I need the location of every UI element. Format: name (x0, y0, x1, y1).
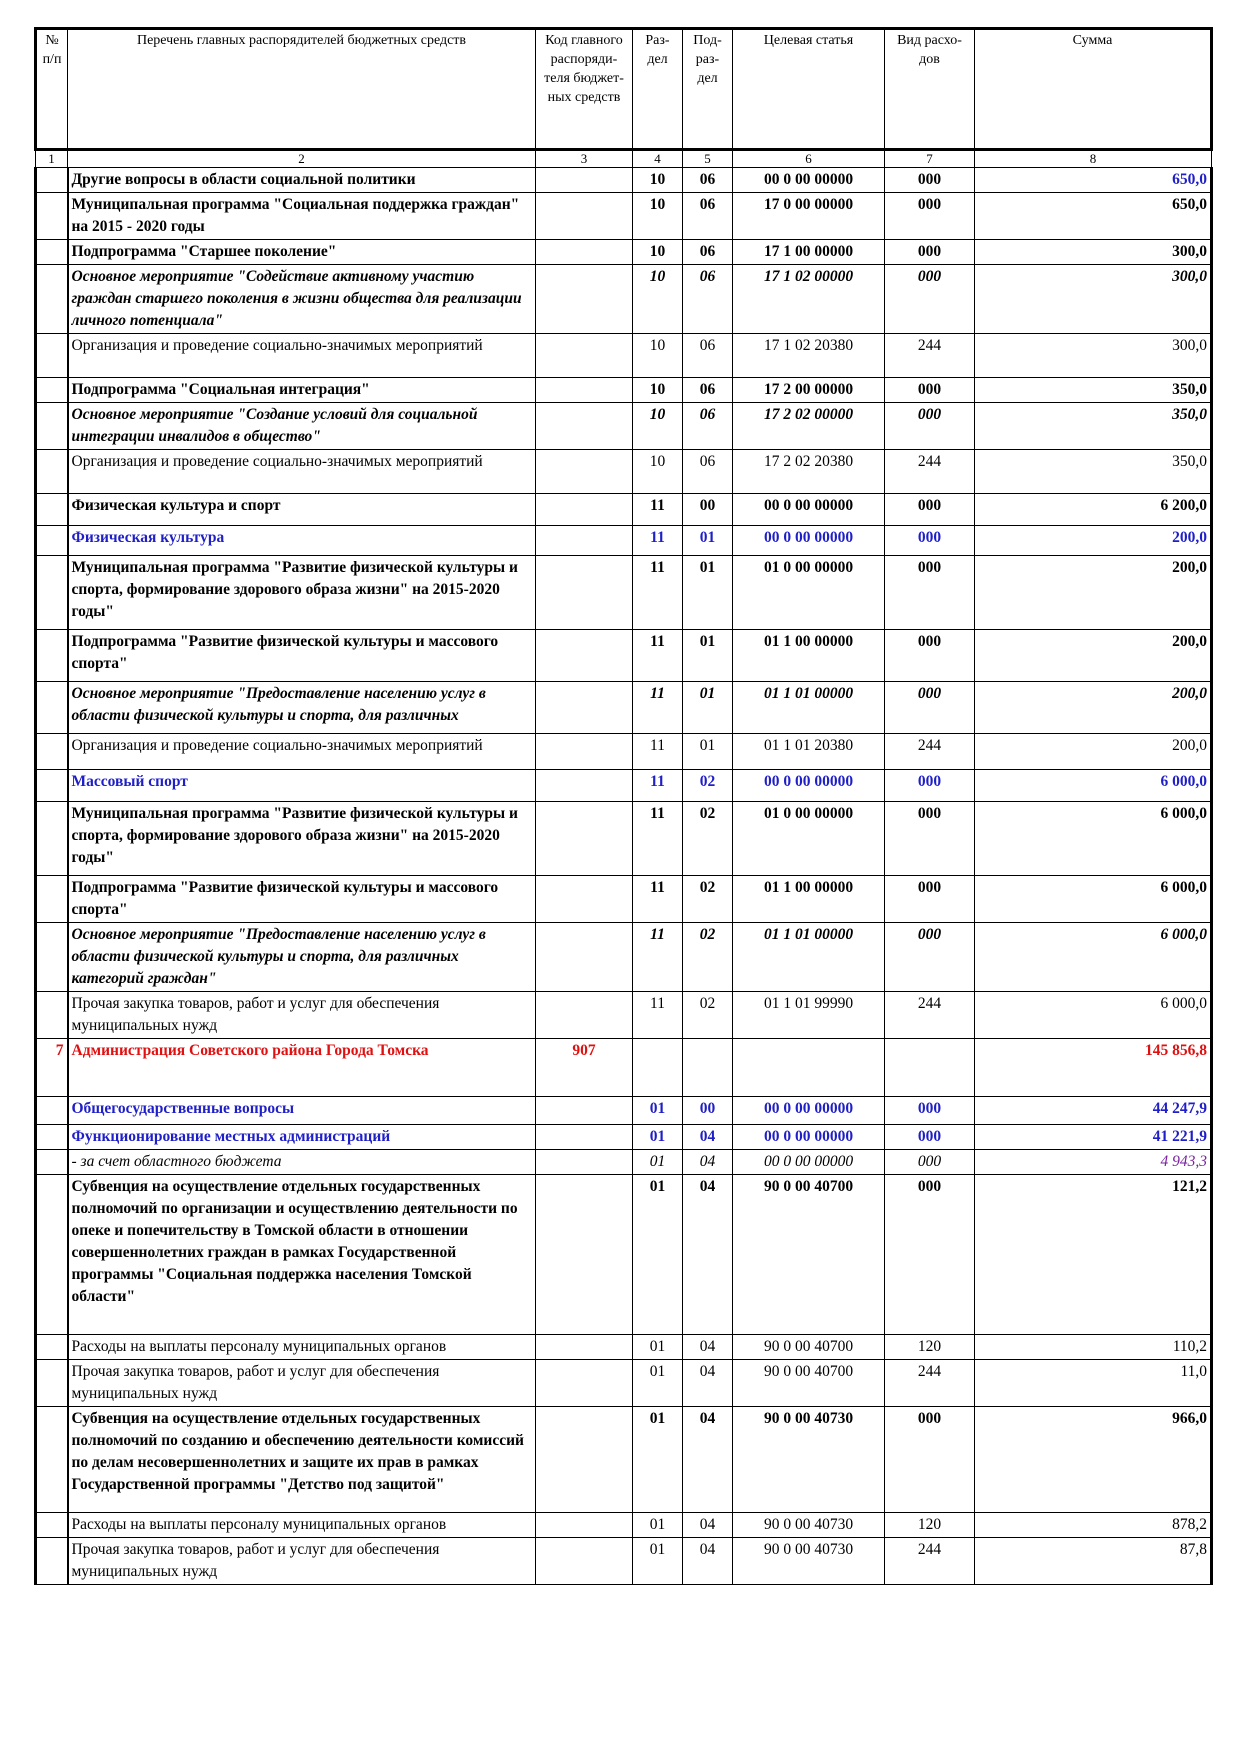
row-sum: 878,2 (975, 1513, 1212, 1538)
row-name: - за счет областного бюджета (68, 1150, 536, 1175)
row-exp-type: 000 (885, 526, 975, 556)
row-sum: 350,0 (975, 403, 1212, 450)
row-section: 01 (633, 1538, 683, 1585)
row-number (36, 526, 68, 556)
row-section: 10 (633, 193, 683, 240)
table-row (36, 1538, 1212, 1585)
row-name: Подпрограмма "Старшее поколение" (68, 240, 536, 265)
row-section: 01 (633, 1335, 683, 1360)
row-name: Функционирование местных администраций (68, 1125, 536, 1150)
row-number (36, 630, 68, 682)
row-sum: 6 000,0 (975, 770, 1212, 802)
row-subsection: 01 (683, 630, 733, 682)
row-article: 00 0 00 00000 (733, 168, 885, 193)
row-code (536, 630, 633, 682)
row-article: 90 0 00 40730 (733, 1538, 885, 1585)
row-name: Другие вопросы в области социальной политики (68, 168, 536, 193)
row-code (536, 1513, 633, 1538)
table-row (36, 770, 1212, 802)
row-section: 10 (633, 168, 683, 193)
row-exp-type: 244 (885, 1360, 975, 1407)
row-sum: 11,0 (975, 1360, 1212, 1407)
row-article: 17 2 00 00000 (733, 378, 885, 403)
col-index: 1 (36, 150, 68, 168)
table-row (36, 1039, 1212, 1097)
row-article: 17 2 02 00000 (733, 403, 885, 450)
row-article: 17 2 02 20380 (733, 450, 885, 494)
row-subsection: 04 (683, 1360, 733, 1407)
row-subsection: 06 (683, 378, 733, 403)
row-sum: 200,0 (975, 526, 1212, 556)
row-section: 01 (633, 1407, 683, 1513)
table-row (36, 378, 1212, 403)
row-code (536, 682, 633, 734)
row-subsection: 04 (683, 1335, 733, 1360)
row-article: 90 0 00 40700 (733, 1360, 885, 1407)
row-name: Прочая закупка товаров, работ и услуг для обеспечения муниципальных нужд (68, 1360, 536, 1407)
row-code (536, 1125, 633, 1150)
row-sum: 6 000,0 (975, 992, 1212, 1039)
row-article: 01 1 01 20380 (733, 734, 885, 770)
row-section: 01 (633, 1125, 683, 1150)
row-name: Прочая закупка товаров, работ и услуг для обеспечения муниципальных нужд (68, 992, 536, 1039)
row-subsection (683, 1039, 733, 1097)
row-code (536, 992, 633, 1039)
row-name: Муниципальная программа "Развитие физической культуры и спорта, формирование здорового образа жизни" на 2015-2020 годы" (68, 556, 536, 630)
row-number (36, 1097, 68, 1125)
row-subsection: 00 (683, 1097, 733, 1125)
table-row (36, 556, 1212, 630)
row-number (36, 1513, 68, 1538)
row-code (536, 450, 633, 494)
row-subsection: 02 (683, 876, 733, 923)
row-number (36, 556, 68, 630)
table-row (36, 876, 1212, 923)
row-number (36, 923, 68, 992)
table-row (36, 1513, 1212, 1538)
row-subsection: 04 (683, 1125, 733, 1150)
row-sum: 966,0 (975, 1407, 1212, 1513)
table-row (36, 526, 1212, 556)
table-row (36, 923, 1212, 992)
row-article: 00 0 00 00000 (733, 526, 885, 556)
row-code (536, 403, 633, 450)
row-sum: 4 943,3 (975, 1150, 1212, 1175)
row-name: Основное мероприятие "Содействие активному участию граждан старшего поколения в жизни общества для реализации личного потенциала" (68, 265, 536, 334)
row-article: 90 0 00 40700 (733, 1335, 885, 1360)
row-section: 11 (633, 734, 683, 770)
row-code (536, 1360, 633, 1407)
header-subsection: Под-раз-дел (683, 29, 733, 150)
row-article: 01 1 01 00000 (733, 682, 885, 734)
row-article: 17 0 00 00000 (733, 193, 885, 240)
row-code (536, 265, 633, 334)
col-index: 7 (885, 150, 975, 168)
row-article: 17 1 00 00000 (733, 240, 885, 265)
row-exp-type (885, 1039, 975, 1097)
row-name: Физическая культура и спорт (68, 494, 536, 526)
row-exp-type: 000 (885, 494, 975, 526)
row-number (36, 682, 68, 734)
col-index: 4 (633, 150, 683, 168)
row-subsection: 02 (683, 923, 733, 992)
row-article: 17 1 02 20380 (733, 334, 885, 378)
row-subsection: 06 (683, 334, 733, 378)
row-name: Подпрограмма "Развитие физической культуры и массового спорта" (68, 630, 536, 682)
row-code (536, 1097, 633, 1125)
col-index: 8 (975, 150, 1212, 168)
row-article: 90 0 00 40730 (733, 1407, 885, 1513)
row-number (36, 265, 68, 334)
row-exp-type: 000 (885, 923, 975, 992)
row-number (36, 403, 68, 450)
row-article: 17 1 02 00000 (733, 265, 885, 334)
row-name: Организация и проведение социально-значимых мероприятий (68, 334, 536, 378)
col-index: 5 (683, 150, 733, 168)
row-exp-type: 000 (885, 682, 975, 734)
table-row (36, 265, 1212, 334)
row-number (36, 992, 68, 1039)
row-sum: 200,0 (975, 734, 1212, 770)
row-article: 90 0 00 40700 (733, 1175, 885, 1335)
row-exp-type: 244 (885, 1538, 975, 1585)
row-sum: 41 221,9 (975, 1125, 1212, 1150)
row-exp-type: 000 (885, 1150, 975, 1175)
row-section: 11 (633, 876, 683, 923)
row-number (36, 1407, 68, 1513)
header-code: Код главного распоряди-теля бюджет-ных средств (536, 29, 633, 150)
header-row (36, 29, 1212, 150)
table-row (36, 992, 1212, 1039)
row-code (536, 1538, 633, 1585)
row-section: 10 (633, 378, 683, 403)
row-subsection: 01 (683, 734, 733, 770)
row-exp-type: 244 (885, 450, 975, 494)
row-name: Подпрограмма "Развитие физической культуры и массового спорта" (68, 876, 536, 923)
header-article: Целевая статья (733, 29, 885, 150)
table-row (36, 240, 1212, 265)
row-code (536, 734, 633, 770)
row-name: Субвенция на осуществление отдельных государственных полномочий по организации и осуществлению деятельности по опеке и попечительству в Томской области в отношении совершеннолетних граждан в рамках Государственной программы "Социальная поддержка населения Томской области" (68, 1175, 536, 1335)
row-name: Подпрограмма "Социальная интеграция" (68, 378, 536, 403)
row-subsection: 06 (683, 168, 733, 193)
row-number (36, 240, 68, 265)
row-number (36, 1360, 68, 1407)
row-number (36, 450, 68, 494)
row-subsection: 00 (683, 494, 733, 526)
row-number (36, 168, 68, 193)
row-article: 01 1 00 00000 (733, 630, 885, 682)
row-section: 11 (633, 802, 683, 876)
row-subsection: 02 (683, 802, 733, 876)
row-subsection: 06 (683, 450, 733, 494)
table-row (36, 403, 1212, 450)
row-exp-type: 000 (885, 403, 975, 450)
row-section: 01 (633, 1513, 683, 1538)
row-sum: 145 856,8 (975, 1039, 1212, 1097)
row-exp-type: 000 (885, 556, 975, 630)
row-article: 01 1 01 00000 (733, 923, 885, 992)
budget-table (34, 27, 1213, 1585)
row-exp-type: 000 (885, 240, 975, 265)
row-sum: 6 200,0 (975, 494, 1212, 526)
row-number (36, 494, 68, 526)
row-sum: 200,0 (975, 556, 1212, 630)
row-subsection: 06 (683, 265, 733, 334)
row-sum: 110,2 (975, 1335, 1212, 1360)
row-code (536, 1175, 633, 1335)
row-code: 907 (536, 1039, 633, 1097)
row-exp-type: 000 (885, 876, 975, 923)
row-name: Основное мероприятие "Предоставление населению услуг в области физической культуры и спорта, для различных (68, 682, 536, 734)
row-subsection: 02 (683, 770, 733, 802)
row-sum: 200,0 (975, 630, 1212, 682)
row-sum: 200,0 (975, 682, 1212, 734)
row-code (536, 556, 633, 630)
row-subsection: 04 (683, 1407, 733, 1513)
row-sum: 121,2 (975, 1175, 1212, 1335)
table-row (36, 168, 1212, 193)
header-exp-type: Вид расхо-дов (885, 29, 975, 150)
table-row (36, 682, 1212, 734)
table-row (36, 734, 1212, 770)
row-article: 01 0 00 00000 (733, 802, 885, 876)
row-article: 00 0 00 00000 (733, 1125, 885, 1150)
row-subsection: 01 (683, 526, 733, 556)
row-section: 10 (633, 240, 683, 265)
row-article: 01 1 01 99990 (733, 992, 885, 1039)
header-name: Перечень главных распорядителей бюджетных средств (68, 29, 536, 150)
row-name: Общегосударственные вопросы (68, 1097, 536, 1125)
row-sum: 300,0 (975, 265, 1212, 334)
row-sum: 6 000,0 (975, 923, 1212, 992)
row-code (536, 526, 633, 556)
row-code (536, 494, 633, 526)
col-index: 2 (68, 150, 536, 168)
row-article: 00 0 00 00000 (733, 494, 885, 526)
row-article: 01 1 00 00000 (733, 876, 885, 923)
row-name: Основное мероприятие "Предоставление населению услуг в области физической культуры и спорта, для различных категорий граждан" (68, 923, 536, 992)
row-code (536, 240, 633, 265)
row-section: 11 (633, 923, 683, 992)
table-row (36, 1175, 1212, 1335)
row-exp-type: 120 (885, 1513, 975, 1538)
row-exp-type: 000 (885, 265, 975, 334)
row-sum: 650,0 (975, 193, 1212, 240)
row-section: 11 (633, 770, 683, 802)
row-number (36, 334, 68, 378)
row-sum: 300,0 (975, 334, 1212, 378)
row-subsection: 06 (683, 240, 733, 265)
row-subsection: 06 (683, 193, 733, 240)
row-code (536, 168, 633, 193)
row-sum: 350,0 (975, 450, 1212, 494)
column-index-row (36, 150, 1212, 168)
row-code (536, 770, 633, 802)
row-exp-type: 000 (885, 193, 975, 240)
row-subsection: 01 (683, 682, 733, 734)
row-exp-type: 244 (885, 734, 975, 770)
row-section: 10 (633, 265, 683, 334)
row-section: 10 (633, 334, 683, 378)
row-section: 11 (633, 556, 683, 630)
row-code (536, 1150, 633, 1175)
row-code (536, 1335, 633, 1360)
row-name: Организация и проведение социально-значимых мероприятий (68, 450, 536, 494)
row-subsection: 04 (683, 1175, 733, 1335)
row-number (36, 1125, 68, 1150)
row-section: 11 (633, 526, 683, 556)
row-article: 00 0 00 00000 (733, 770, 885, 802)
row-sum: 6 000,0 (975, 802, 1212, 876)
row-name: Муниципальная программа "Социальная поддержка граждан" на 2015 - 2020 годы (68, 193, 536, 240)
row-number: 7 (36, 1039, 68, 1097)
row-name: Субвенция на осуществление отдельных государственных полномочий по созданию и обеспечению деятельности комиссий по делам несовершеннолетних и защите их прав в рамках Государственной программы "Детство под защитой" (68, 1407, 536, 1513)
row-exp-type: 000 (885, 168, 975, 193)
row-number (36, 1538, 68, 1585)
table-row (36, 802, 1212, 876)
row-subsection: 01 (683, 556, 733, 630)
row-sum: 6 000,0 (975, 876, 1212, 923)
table-row (36, 1360, 1212, 1407)
row-section: 11 (633, 494, 683, 526)
row-sum: 650,0 (975, 168, 1212, 193)
row-name: Организация и проведение социально-значимых мероприятий (68, 734, 536, 770)
row-number (36, 193, 68, 240)
row-sum: 44 247,9 (975, 1097, 1212, 1125)
row-code (536, 334, 633, 378)
row-article: 01 0 00 00000 (733, 556, 885, 630)
row-sum: 87,8 (975, 1538, 1212, 1585)
row-exp-type: 000 (885, 1175, 975, 1335)
row-number (36, 876, 68, 923)
col-index: 6 (733, 150, 885, 168)
row-subsection: 02 (683, 992, 733, 1039)
table-row (36, 1150, 1212, 1175)
row-name: Расходы на выплаты персоналу муниципальных органов (68, 1513, 536, 1538)
table-row (36, 630, 1212, 682)
row-number (36, 1175, 68, 1335)
col-index: 3 (536, 150, 633, 168)
row-section: 01 (633, 1360, 683, 1407)
table-row (36, 193, 1212, 240)
row-subsection: 04 (683, 1150, 733, 1175)
row-subsection: 06 (683, 403, 733, 450)
row-sum: 300,0 (975, 240, 1212, 265)
table-row (36, 494, 1212, 526)
row-article: 90 0 00 40730 (733, 1513, 885, 1538)
row-name: Прочая закупка товаров, работ и услуг для обеспечения муниципальных нужд (68, 1538, 536, 1585)
header-num: № п/п (36, 29, 68, 150)
table-row (36, 450, 1212, 494)
row-name: Расходы на выплаты персоналу муниципальных органов (68, 1335, 536, 1360)
row-section: 10 (633, 450, 683, 494)
row-section: 11 (633, 630, 683, 682)
row-exp-type: 000 (885, 1097, 975, 1125)
table-row (36, 1125, 1212, 1150)
row-name: Физическая культура (68, 526, 536, 556)
row-section (633, 1039, 683, 1097)
row-exp-type: 244 (885, 334, 975, 378)
row-article: 00 0 00 00000 (733, 1150, 885, 1175)
row-name: Основное мероприятие "Создание условий для социальной интеграции инвалидов в общество" (68, 403, 536, 450)
row-article (733, 1039, 885, 1097)
row-exp-type: 000 (885, 1407, 975, 1513)
row-code (536, 923, 633, 992)
row-section: 01 (633, 1150, 683, 1175)
row-number (36, 770, 68, 802)
row-subsection: 04 (683, 1513, 733, 1538)
row-section: 11 (633, 992, 683, 1039)
row-article: 00 0 00 00000 (733, 1097, 885, 1125)
row-code (536, 378, 633, 403)
row-section: 11 (633, 682, 683, 734)
row-number (36, 378, 68, 403)
row-exp-type: 244 (885, 992, 975, 1039)
row-name: Массовый спорт (68, 770, 536, 802)
row-exp-type: 000 (885, 1125, 975, 1150)
header-section: Раз-дел (633, 29, 683, 150)
row-name: Администрация Советского района Города Томска (68, 1039, 536, 1097)
row-section: 10 (633, 403, 683, 450)
row-code (536, 1407, 633, 1513)
row-number (36, 802, 68, 876)
table-row (36, 1407, 1212, 1513)
table-row (36, 1097, 1212, 1125)
row-exp-type: 000 (885, 378, 975, 403)
header-sum: Сумма (975, 29, 1212, 150)
row-number (36, 1150, 68, 1175)
row-code (536, 876, 633, 923)
row-code (536, 193, 633, 240)
row-exp-type: 000 (885, 802, 975, 876)
row-exp-type: 000 (885, 770, 975, 802)
row-section: 01 (633, 1175, 683, 1335)
row-subsection: 04 (683, 1538, 733, 1585)
row-exp-type: 000 (885, 630, 975, 682)
table-row (36, 334, 1212, 378)
row-number (36, 1335, 68, 1360)
row-section: 01 (633, 1097, 683, 1125)
table-row (36, 1335, 1212, 1360)
row-exp-type: 120 (885, 1335, 975, 1360)
row-code (536, 802, 633, 876)
row-name: Муниципальная программа "Развитие физической культуры и спорта, формирование здорового образа жизни" на 2015-2020 годы" (68, 802, 536, 876)
row-sum: 350,0 (975, 378, 1212, 403)
row-number (36, 734, 68, 770)
